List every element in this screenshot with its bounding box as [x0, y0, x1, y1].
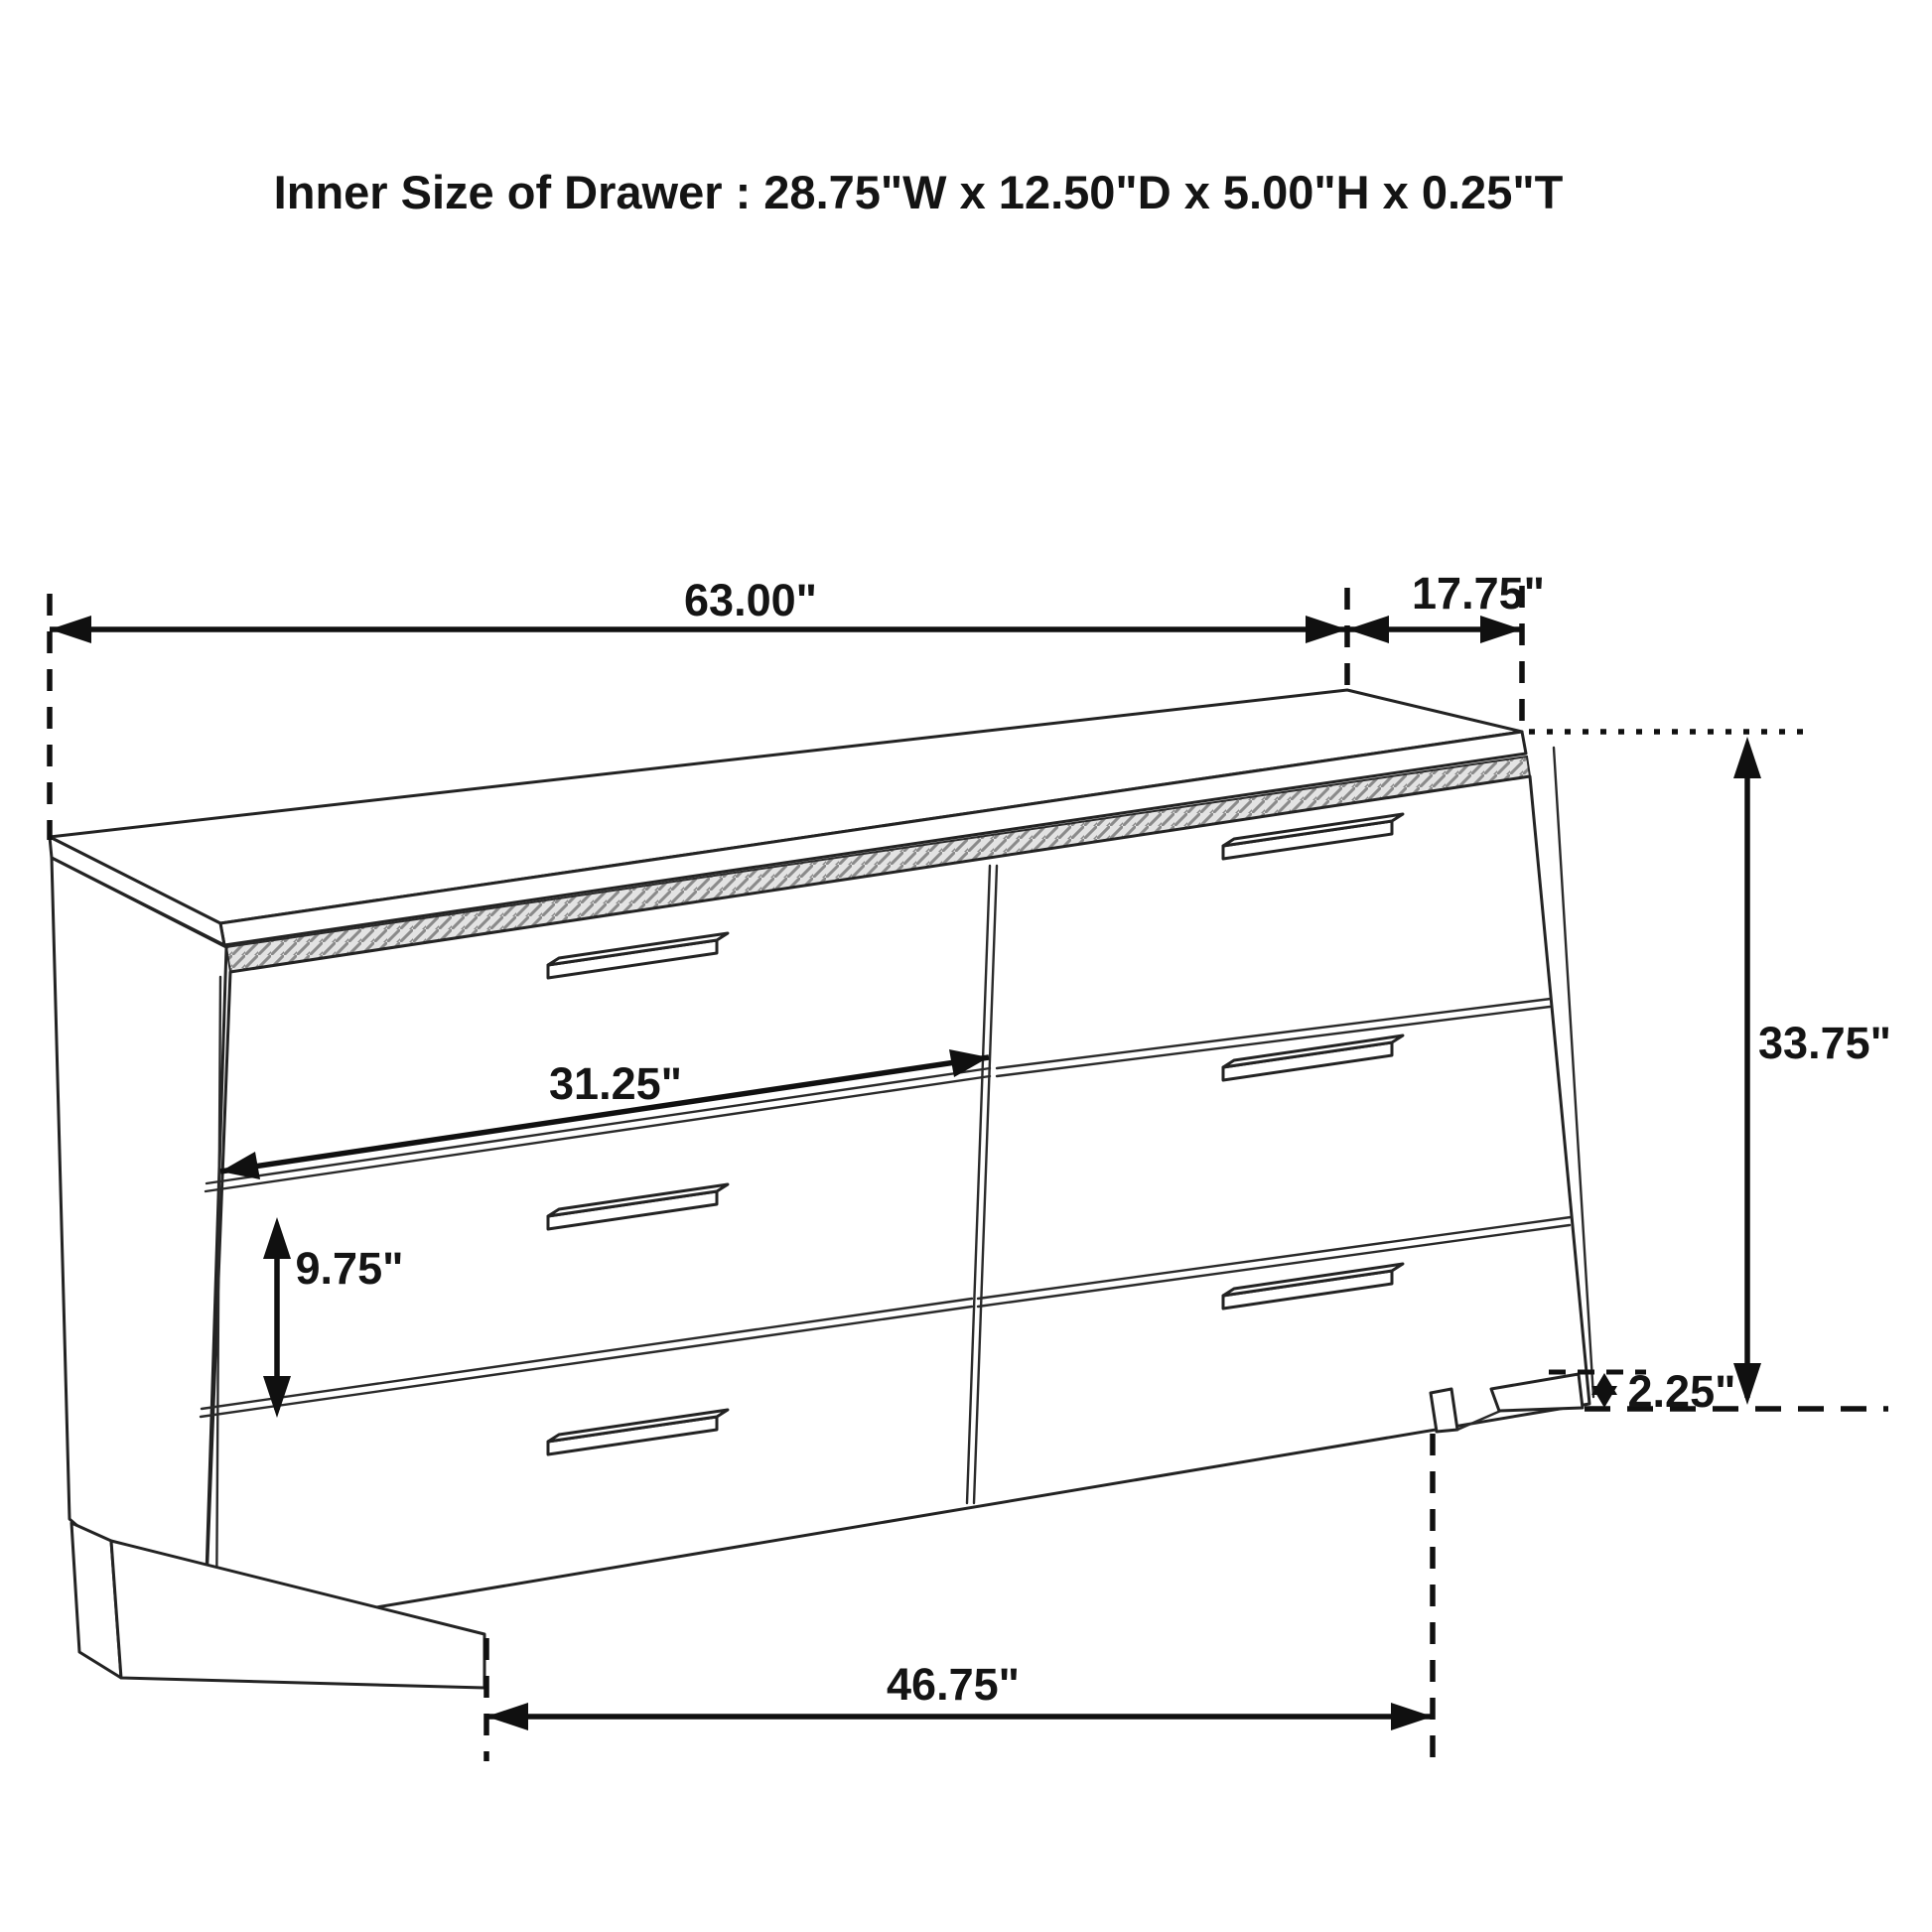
overall-height-label: 33.75": [1758, 1018, 1891, 1068]
arrowhead-down: [1591, 1386, 1617, 1408]
arrowhead-left: [1347, 616, 1389, 643]
left-side-panel: [52, 858, 226, 1636]
overall-width-label: 63.00": [684, 575, 817, 625]
arrowhead-down: [1733, 1363, 1761, 1405]
drawer-width-label: 31.25": [549, 1058, 682, 1109]
arrowhead-left: [486, 1703, 528, 1730]
arrowhead-right: [1391, 1703, 1433, 1730]
drawer-height-label: 9.75": [295, 1243, 404, 1294]
arrowhead-right: [1306, 616, 1347, 643]
arrowhead-right: [1480, 616, 1522, 643]
dresser-body: [50, 690, 1593, 1688]
base-span-label: 46.75": [887, 1659, 1020, 1710]
page-title: Inner Size of Drawer : 28.75"W x 12.50"D x 5.00"H x 0.25"T: [273, 166, 1564, 218]
depth-label: 17.75": [1412, 568, 1545, 619]
foot-height-label: 2.25": [1627, 1366, 1736, 1417]
dimension-overall-height: [1529, 732, 1891, 1409]
arrowhead-left: [50, 616, 91, 643]
arrowhead-up: [1733, 737, 1761, 778]
